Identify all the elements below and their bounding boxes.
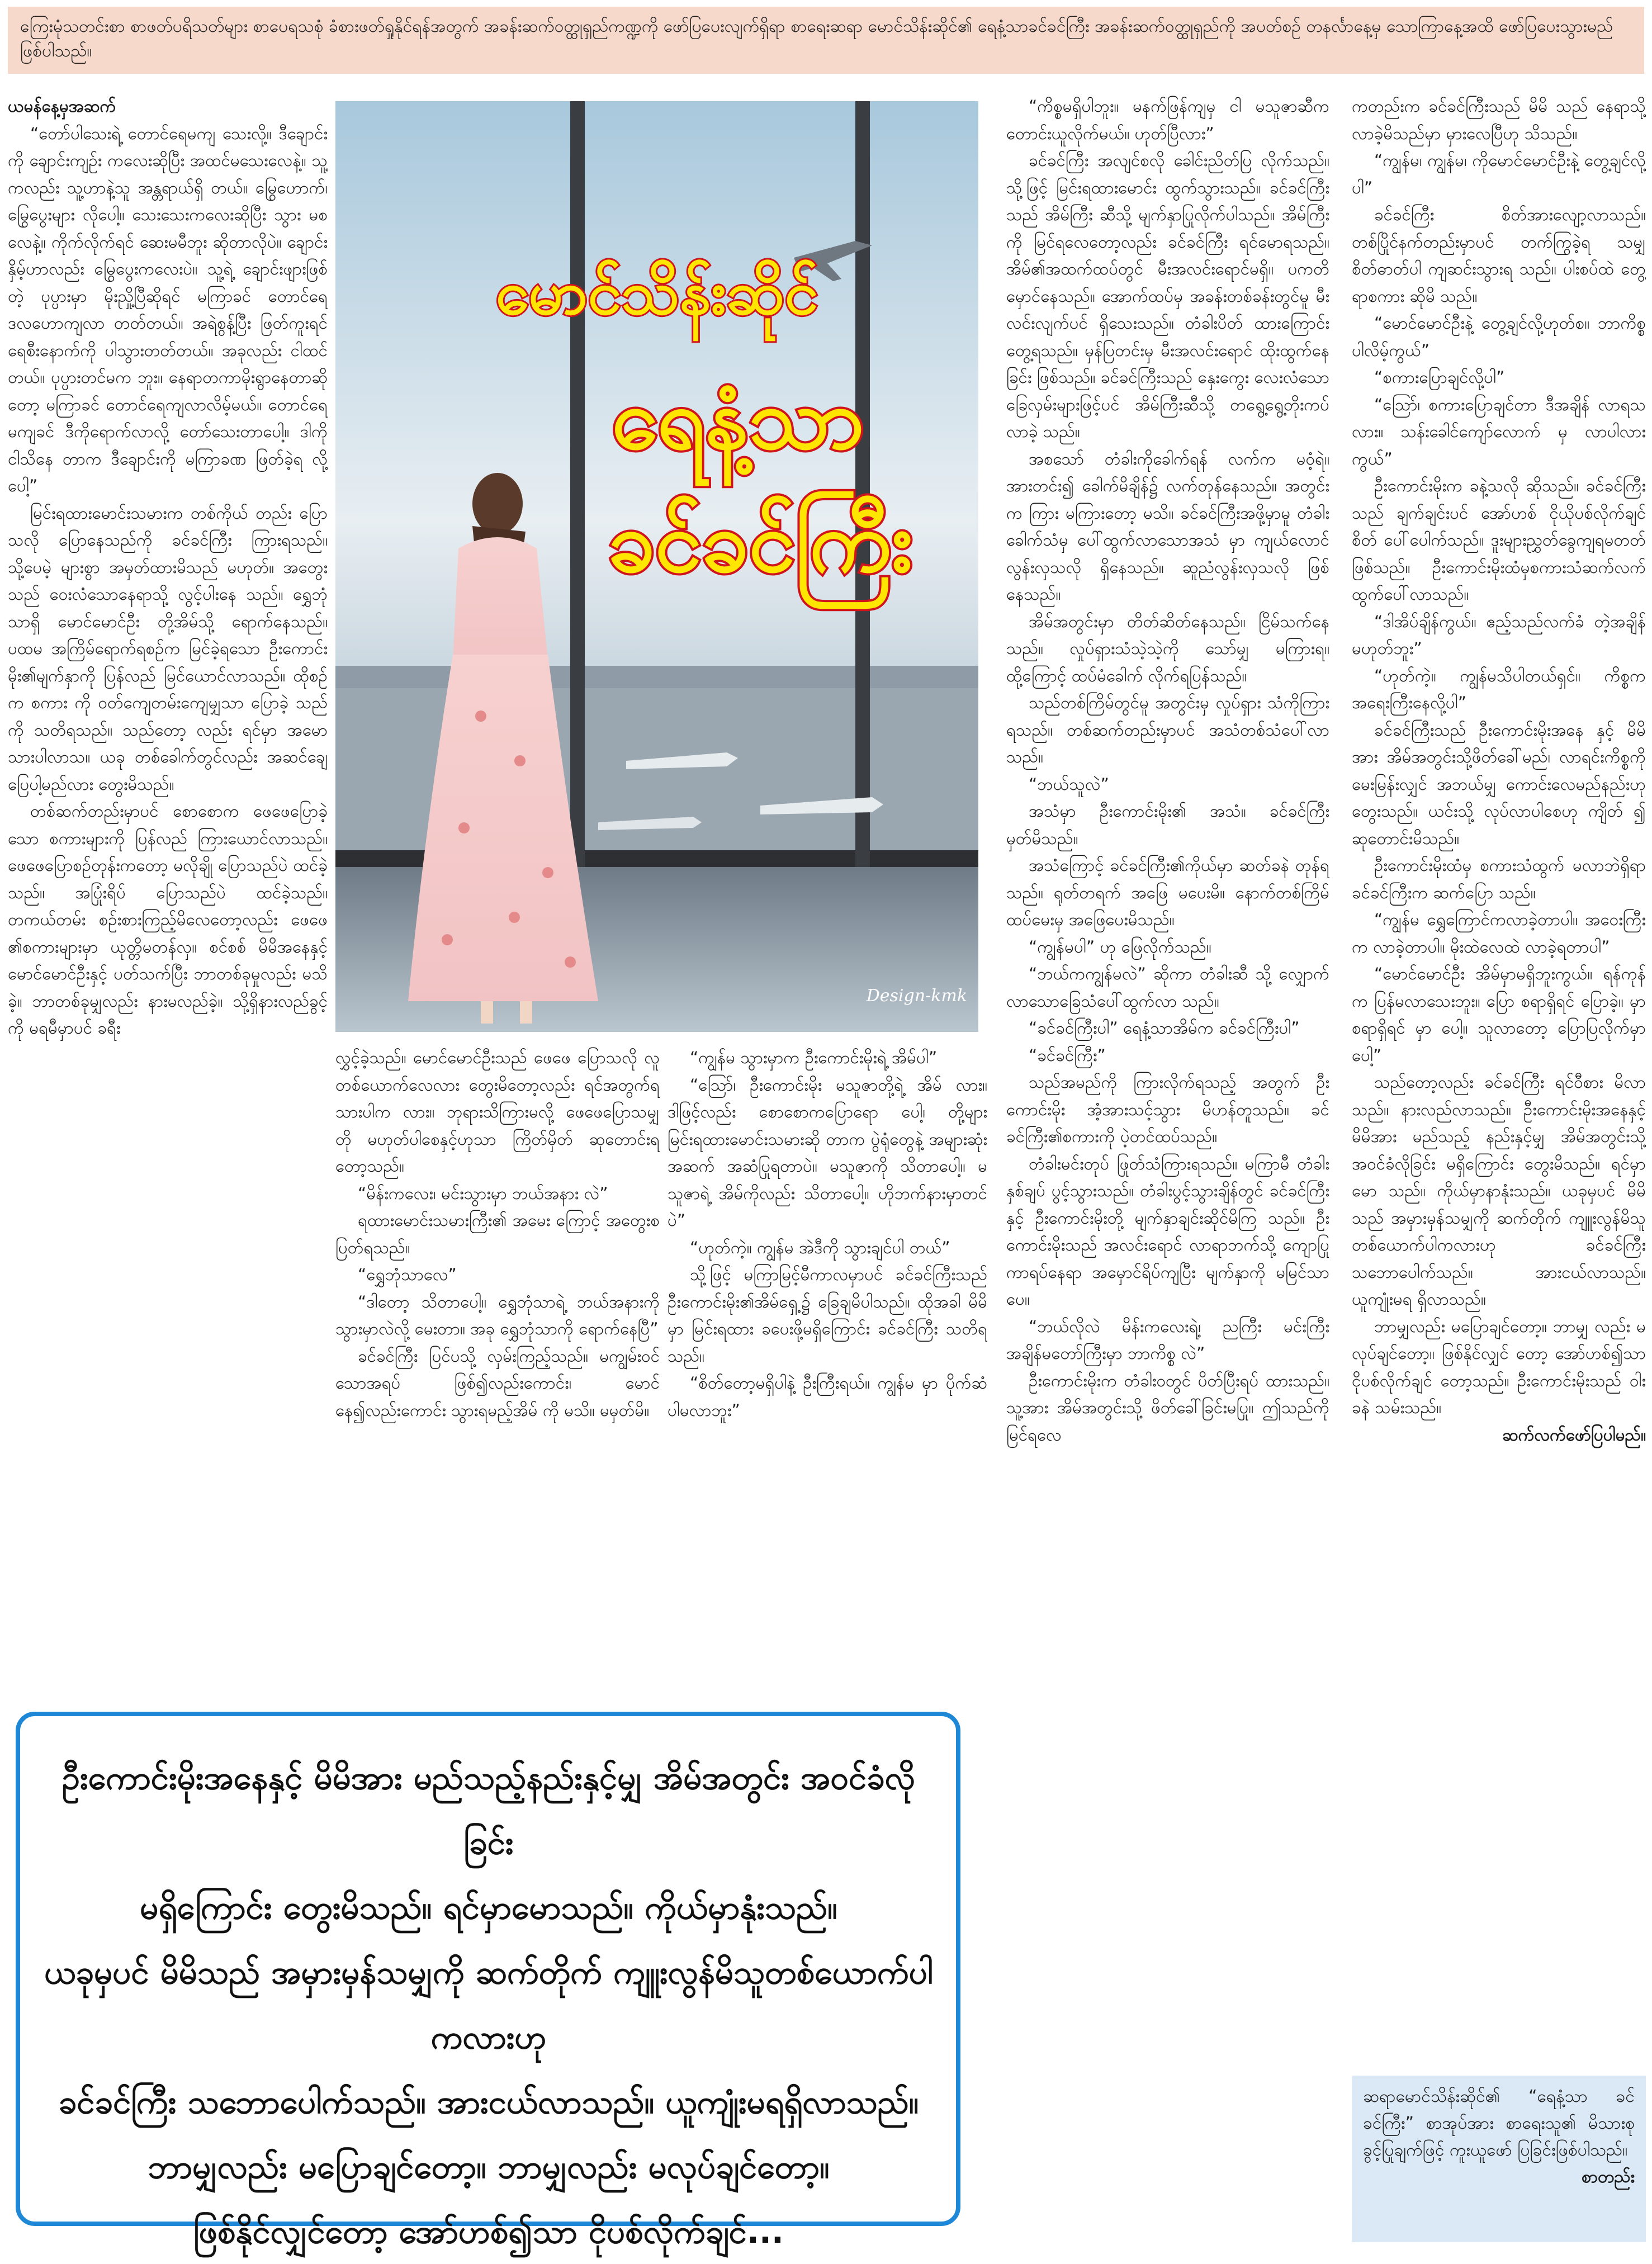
pull-quote-line: ဘာမျှလည်း မပြောချင်တော့။ ဘာမျှလည်း မလုပ်ချင်တော့။ bbox=[148, 2148, 830, 2186]
paragraph: အစသော် တံခါးကိုခေါက်ရန် လက်က မဝံ့ရဲ။ အားတင်း၍ ခေါက်မိချိန်၌ လက်တုန်နေသည်။ အတွင်းက ကြား မကြားတော့ မသိ။ ခင်ခင်ကြီးအဖို့မှာမူ တံခါးခေါက်သံမှ ပေါ်ထွက်လာသောအသံ မှာ ကျယ်လောင်လွန်းလှသလို ရှိနေသည်။ ဆူညံလွန်းလှသလို ဖြစ်နေသည်။ bbox=[1006, 449, 1329, 604]
cover-title-line1: ရေနံ့သာ bbox=[612, 371, 864, 468]
paragraph: သည်တော့လည်း ခင်ခင်ကြီး ရင်ဝီစား မိလာသည်။ နားလည်လာသည်။ ဦးကောင်းမိုးအနေနှင့် မိမိအား မည်သည့် နည်းနှင့်မျှ အိမ်အတွင်းသို့ အဝင်ခံလိုခြင်း မရှိကြောင်း တွေးမိသည်။ ရင်မှာမော သည်။ ကိုယ်မှာနာနုံးသည်။ ယခုမှပင် မိမိ သည် အမှားမှန်သမျှကို ဆက်တိုက် ကျူးလွန်မိသူတစ်ယောက်ပါကလားဟု ခင်ခင်ကြီး သဘောပေါက်သည်။ အားငယ်လာသည်။ ယူကျုံးမရ ရှိလာသည်။ bbox=[1352, 1073, 1646, 1309]
paragraph: “ကိစ္စမရှိပါဘူး။ မနက်ဖြန်ကျမှ ငါ မသူဇာဆီက တောင်းယူလိုက်မယ်။ ဟုတ်ပြီလား” bbox=[1006, 97, 1329, 143]
pull-quote-text bbox=[41, 1745, 936, 2264]
continued-heading: ယမန်နေ့မှအဆက် bbox=[8, 97, 116, 116]
paragraph: “ဩော်၊ စကားပြောချင်တာ ဒီအချိန် လာရသလား။ သန်းခေါင်ကျော်လောက် မှ လာပါလားကွယ်” bbox=[1352, 395, 1646, 468]
paragraph: တံခါးမင်းတုပ် ဖြုတ်သံကြားရသည်။ မကြာမီ တံခါးနှစ်ချပ် ပွင့်သွားသည်။ တံခါးပွင့်သွားချိန်တွင် ခင်ခင်ကြီးနှင့် ဦးကောင်းမိုးတို့ မျက်နှာချင်းဆိုင်မိကြ သည်။ ဦးကောင်းမိုးသည် အလင်းရောင် လာရာဘက်သို့ ကျောပြုကာရပ်နေရာ အမှောင်ရိပ်ကျပြီး မျက်နှာကို မမြင်သာ ပေ။ bbox=[1006, 1154, 1329, 1309]
column-4 bbox=[1006, 93, 1329, 2245]
cover-author: မောင်သိန်းဆိုင် bbox=[495, 258, 818, 328]
paragraph: “ဟုတ်ကဲ့။ ကျွန်မ အဲဒီကို သွားချင်ပါ တယ်” bbox=[690, 1238, 950, 1257]
paragraph: ဦးကောင်းမိုးထံမှ စကားသံထွက် မလာဘဲရှိရာ ခင်ခင်ကြီးက ဆက်ပြော သည်။ bbox=[1352, 856, 1646, 902]
paragraph: သည်အမည်ကို ကြားလိုက်ရသည့် အတွက် ဦးကောင်းမိုး အံ့အားသင့်သွား မိဟန်တူသည်။ ခင်ခင်ကြီး၏စကားကို ပဲ့တင်ထပ်သည်။ bbox=[1006, 1073, 1329, 1146]
paragraph: အသံမှာ ဦးကောင်းမိုး၏ အသံ။ ခင်ခင်ကြီး မှတ်မိသည်။ bbox=[1006, 802, 1329, 848]
paragraph: “ဘယ်လိုလဲ မိန်းကလေးရဲ့၊ ညကြီး မင်းကြီး အချိန်မတော်ကြီးမှာ ဘာကိစ္စ လဲ” bbox=[1006, 1316, 1329, 1363]
paragraph: ခင်ခင်ကြီး စိတ်အားလျော့လာသည်။ တစ်ပြိုင်နက်တည်းမှာပင် တက်ကြွခဲ့ရ သမျှ စိတ်ဓာတ်ပါ ကျဆင်းသွားရ သည်။ ပါးစပ်ထဲ တွေ့ရာစကား ဆိုမိ သည်။ bbox=[1352, 205, 1646, 306]
column-2 bbox=[335, 1044, 660, 1707]
paragraph: “ကျွန်မ ရွှေကြောင်ကလာခဲ့တာပါ။ အဝေးကြီးက လာခဲ့တာပါ။ မိုးထဲလေထဲ လာခဲ့ရတာပါ” bbox=[1352, 910, 1646, 956]
paragraph: သို့ဖြင့် မကြာမြင့်မီကာလမှာပင် ခင်ခင်ကြီးသည် ဦးကောင်းမိုး၏အိမ်ရှေ့၌ ခြေချမိပါသည်။ ထိုအခါ မိမိမှာ မြင်းရထား ခပေးဖို့မရှိကြောင်း ခင်ခင်ကြီး သတိရ သည်။ bbox=[668, 1265, 987, 1366]
editor-note bbox=[1352, 2076, 1646, 2242]
paragraph: ခင်ခင်ကြီးသည် ဦးကောင်းမိုးအနေ နှင့် မိမိအား အိမ်အတွင်းသို့ဖိတ်ခေါ်မည်၊ လာရင်းကိစ္စကို မေးမြန်းလျှင် အဘယ်မျှ ကောင်းလေမည်နည်းဟု တွေးသည်။ ယင်းသို့ လုပ်လာပါစေဟု ကျိတ် ၍ ဆုတောင်းမိသည်။ bbox=[1352, 720, 1646, 848]
cover-title-line2: ခင်ခင်ကြီး bbox=[608, 494, 913, 591]
pull-quote-line: ဖြစ်နိုင်လျှင်တော့ အော်ဟစ်၍သာ ငိုပစ်လိုက်ချင်... bbox=[193, 2213, 784, 2251]
paragraph: “ခင်ခင်ကြီး” bbox=[1029, 1045, 1106, 1065]
paragraph: “မောင်မောင်ဦး အိမ်မှာမရှိဘူးကွယ်။ ရန်ကုန်က ပြန်မလာသေးဘူး။ ပြော စရာရှိရင် ပြောခဲ့။ မှာစရာရှိရင် မှာ ပေါ့။ သူလာတော့ ပြောပြလိုက်မှာပေါ့” bbox=[1352, 964, 1646, 1065]
paragraph: “ဘယ်ကကျွန်မလဲ” ဆိုကာ တံခါးဆီ သို့ လျှောက်လာသောခြေသံပေါ်ထွက်လာ သည်။ bbox=[1006, 964, 1329, 1011]
pull-quote-line: ဦးကောင်းမိုးအနေနှင့် မိမိအား မည်သည့်နည်းနှင့်မျှ အိမ်အတွင်း အဝင်ခံလိုခြင်း bbox=[61, 1759, 916, 1862]
paragraph: မြင်းရထားမောင်းသမားက တစ်ကိုယ် တည်း ပြောသလို ပြောနေသည်ကို ခင်ခင်ကြီး ကြားရသည်။ သို့ပေမဲ့ များစွာ အမှတ်ထားမိသည် မဟုတ်။ အတွေး သည် ဝေးလံသောနေရာသို့ လွင့်ပါးနေ သည်။ ရွှေဘုံသာရှိ မောင်မောင်ဦး တို့အိမ်သို့ ရောက်နေသည်။ ပထမ အကြိမ်ရောက်ရစဉ်က မြင်ခဲ့ရသော ဦးကောင်းမိုး၏မျက်နှာကို ပြန်လည် မြင်ယောင်လာသည်။ ထိုစဉ်က စကား ကို ဝတ်ကျေတမ်းကျေမျှသာ ပြောခဲ့ သည်ကို သတိရသည်။ သည်တော့ လည်း ရင်မှာ အမောသားပါလာသ။ ယခု တစ်ခေါက်တွင်လည်း အဆင်ချေ ပြေပါ့မည်လား တွေးမိသည်။ bbox=[8, 503, 328, 794]
paragraph: “စိတ်တော့မရှိပါနဲ့ ဦးကြီးရယ်။ ကျွန်မ မှာ ပိုက်ဆံပါမလာဘူး” bbox=[668, 1373, 987, 1420]
paragraph: ဦးကောင်းမိုးက ခနဲ့သလို ဆိုသည်။ ခင်ခင်ကြီးသည် ချက်ချင်းပင် အော်ဟစ် ငိုယိုပစ်လိုက်ချင်စိတ် ပေါ်ပေါက်သည်။ ဒူးများညွှတ်ခွေကျရမတတ်ဖြစ်သည်။ ဦးကောင်းမိုးထံမှစကားသံဆက်လက် ထွက်ပေါ်လာသည်။ bbox=[1352, 476, 1646, 604]
to-be-continued: ဆက်လက်ဖော်ပြပါမည်။ bbox=[1502, 1425, 1646, 1444]
paragraph: အိမ်အတွင်းမှာ တိတ်ဆိတ်နေသည်။ ငြိမ်သက်နေသည်။ လှုပ်ရှားသံသဲ့သဲ့ကို သော်မျှ မကြားရ။ ထို့ကြောင့် ထပ်မံခေါက် လိုက်ရပြန်သည်။ bbox=[1006, 612, 1329, 685]
paragraph: “မိန်းကလေး၊ မင်းသွားမှာ ဘယ်အနား လဲ” bbox=[358, 1183, 608, 1203]
cover-credit: Design-kmk bbox=[866, 986, 967, 1006]
paragraph: “ဘယ်သူလဲ” bbox=[1029, 774, 1109, 794]
paragraph: သည်တစ်ကြိမ်တွင်မူ အတွင်းမှ လှုပ်ရှား သံကိုကြားရသည်။ တစ်ဆက်တည်းမှာပင် အသံတစ်သံပေါ်လာသည်။ bbox=[1006, 693, 1329, 766]
paragraph: အသံကြောင့် ခင်ခင်ကြီး၏ကိုယ်မှာ ဆတ်ခနဲ တုန်ရသည်။ ရုတ်တရက် အဖြေ မပေးမိ။ နောက်တစ်ကြိမ် ထပ်မေးမှ အဖြေပေးမိသည်။ bbox=[1006, 856, 1329, 929]
pull-quote-line: ယခုမှပင် မိမိသည် အမှားမှန်သမျှကို ဆက်တိုက် ကျူးလွန်မိသူတစ်ယောက်ပါကလားဟု bbox=[44, 1953, 933, 2056]
paragraph: ကတည်းက ခင်ခင်ကြီးသည် မိမိ သည် နေရာသို့လာခဲ့မိသည်မှာ မှားလေပြီဟု သိသည်။ bbox=[1352, 97, 1646, 143]
paragraph: “ဟုတ်ကဲ့။ ကျွန်မသိပါတယ်ရှင်။ ကိစ္စက အရေးကြီးနေလို့ပါ” bbox=[1352, 666, 1646, 712]
paragraph: “တော်ပါသေးရဲ့ တောင်ရေမကျ သေးလို့။ ဒီချောင်းကို ချောင်းကျဉ်း ကလေးဆိုပြီး အထင်မသေးလေနဲ့။ သူ့ကလည်း သူ့ဟာနဲ့သူ အန္တရာယ်ရှိ တယ်။ မြွေဟောက်၊ မြွေပွေးများ လိုပေါ့။ သေးသေးကလေးဆိုပြီး သွား မစလေနဲ့။ ကိုက်လိုက်ရင် ဆေးမမီဘူး ဆိုတာလိုပဲ။ ချောင်းနှိမ့်ဟာလည်း မြွေပွေးကလေးပဲ။ သူ့ရဲ့ ချောင်းဖျားဖြစ်တဲ့ ပုပ္ပားမှာ မိုးညှို့ပြီဆိုရင် မကြာခင် တောင်ရေ ဒလဟောကျလာ တတ်တယ်။ အရဲစွန့်ပြီး ဖြတ်ကူးရင် ရေစီးနောက်ကို ပါသွားတတ်တယ်။ အခုလည်း ငါထင်တယ်။ ပုပ္ပားတင်မက ဘူး။ နေရာတကာမိုးရွာနေတာဆိုတော့ မကြာခင် တောင်ရေကျလာလိမ့်မယ်။ တောင်ရေမကျခင် ဒီကိုရောက်လာလို့ တော်သေးတာပေါ့။ ဒါကို ငါသိနေ တာက ဒီချောင်းကို မကြာခဏ ဖြတ်ခဲ့ရ လို့ပေါ့” bbox=[8, 124, 328, 495]
book-cover-image bbox=[335, 101, 978, 1032]
column-1 bbox=[8, 93, 328, 1717]
paragraph: “ဩော်၊ ဦးကောင်းမိုး မသူဇာတို့ရဲ့ အိမ် လား။ ဒါဖြင့်လည်း စောစောကပြောရော ပေါ့၊ တို့များ မြင်းရထားမောင်းသမားဆို တာက ပွဲရုံတွေနဲ့ အများဆုံးအဆက် အဆံပြုရတာပဲ။ မသူဇာကို သိတာပေါ့။ မသူဇာရဲ့ အိမ်ကိုလည်း သိတာပေါ့။ ဟိုဘက်နားမှာတင်ပဲ” bbox=[668, 1075, 987, 1230]
paragraph: တစ်ဆက်တည်းမှာပင် စောစောက ဖေဖေပြောခဲ့သော စကားများကို ပြန်လည် ကြားယောင်လာသည်။ ဖေဖေပြောစဉ်တုန်းကတော့ မလိုချို ပြောသည်ပဲ ထင်ခဲ့သည်။ အပြုံးရိပ် ပြောသည်ပဲ ထင်ခဲ့သည်။ တကယ်တမ်း စဉ်းစားကြည့်မိလေတော့လည်း ဖေဖေ ၏စကားများမှာ ယုတ္တိမတန်လှ။ စင်စစ် မိမိအနေနှင့် မောင်မောင်ဦးနှင့် ပတ်သက်ပြီး ဘာတစ်ခုမှုလည်း မသိ ခဲ့။ ဘာတစ်ခုမျှလည်း နားမလည်ခဲ့။ သို့ရှိနားလည်ခွင့်ကို မရမီမှာပင် ခရီး bbox=[8, 802, 328, 1038]
paragraph: “ဒါအိပ်ချိန်ကွယ်။ ဧည့်သည်လက်ခံ တဲ့အချိန် မဟုတ်ဘူး” bbox=[1352, 612, 1646, 658]
paragraph: “ကျွန်မ သွားမှာက ဦးကောင်းမိုးရဲ့ အိမ်ပါ” bbox=[690, 1048, 938, 1067]
paragraph: ရထားမောင်းသမားကြီး၏ အမေး ကြောင့် အတွေးစ ပြတ်ရသည်။ bbox=[335, 1211, 660, 1257]
pull-quote bbox=[16, 1712, 983, 2249]
paragraph: ခင်ခင်ကြီး အလျင်စလို ခေါင်းညိတ်ပြ လိုက်သည်။ သို့ဖြင့် မြင်းရထားမောင်း ထွက်သွားသည်။ ခင်ခင်ကြီးသည် အိမ်ကြီး ဆီသို့ မျက်နှာပြုလိုက်ပါသည်။ အိမ်ကြီး ကို မြင်ရလေတော့လည်း ခင်ခင်ကြီး ရင်မောရသည်။ အိမ်၏အထက်ထပ်တွင် မီးအလင်းရောင်မရှိ။ ပကတိမှောင်နေသည်။ အောက်ထပ်မှ အခန်းတစ်ခန်းတွင်မူ မီးလင်းလျက်ပင် ရှိသေးသည်။ တံခါးပိတ် ထားကြောင်း တွေ့ရသည်။ မှန်ပြတင်းမှ မီးအလင်းရောင် ထိုးထွက်နေခြင်း ဖြစ်သည်။ ခင်ခင်ကြီးသည် နှေးကွေး လေးလံသော ခြေလှမ်းများဖြင့်ပင် အိမ်ကြီးဆီသို့ တရွေ့ရွေ့တိုးကပ်လာခဲ့ သည်။ bbox=[1006, 151, 1329, 441]
column-5 bbox=[1352, 93, 1646, 2066]
paragraph: ခင်ခင်ကြီး ပြင်ပသို့ လှမ်းကြည့်သည်။ မကျွမ်းဝင်သောအရပ် ဖြစ်၍လည်းကောင်း၊ မောင်နေ၍လည်းကောင်း သွားရမည့်အိမ် ကို မသိ။ မမှတ်မိ။ bbox=[335, 1346, 660, 1420]
editor-signature: စာတည်း bbox=[1581, 2167, 1635, 2187]
intro-banner bbox=[8, 7, 1644, 74]
paragraph: ဦးကောင်းမိုးက တံခါးဝတွင် ပိတ်ပြီးရပ် ထားသည်။ သူ့အား အိမ်အတွင်းသို့ ဖိတ်ခေါ်ခြင်းမပြု။ ဤသည်ကိုမြင်ရလေ bbox=[1006, 1371, 1329, 1444]
paragraph: “မောင်မောင်ဦးနဲ့ တွေ့ချင်လို့ဟုတ်စ။ ဘာကိစ္စပါလိမ့်ကွယ်” bbox=[1352, 314, 1646, 360]
pull-quote-line: မရှိကြောင်း တွေးမိသည်။ ရင်မှာမောသည်။ ကိုယ်မှာနုံးသည်။ bbox=[140, 1888, 837, 1926]
paragraph: ဘာမျှလည်း မပြောချင်တော့။ ဘာမျှ လည်း မလုပ်ချင်တော့။ ဖြစ်နိုင်လျှင် တော့ အော်ဟစ်၍သာ ငိုပစ်လိုက်ချင် တော့သည်။ ဦးကောင်းမိုးသည် ဝါးခနဲ သမ်းသည်။ bbox=[1352, 1316, 1646, 1417]
paragraph: “ဒါတော့ သိတာပေါ့။ ရွှေဘုံသာရဲ့ ဘယ်အနားကို သွားမှာလဲလို့ မေးတာ။ အခု ရွှေဘုံသာကို ရောက်နေပြီ” bbox=[335, 1292, 660, 1338]
column-3 bbox=[668, 1044, 987, 1707]
intro-banner-text: ကြေးမုံသတင်းစာ စာဖတ်ပရိသတ်များ စာပေရသစုံ ခံစားဖတ်ရှုနိုင်ရန်အတွက် အခန်းဆက်ဝတ္ထုရှည်ကဏ္ဍကို ဖော်ပြပေးလျက်ရှိရာ စာရေးဆရာ မောင်သိန်းဆိုင်၏ ရေနံ့သာခင်ခင်ကြီး အခန်းဆက်ဝတ္ထုရှည်ကို အပတ်စဉ် တနင်္လာနေ့မှ သောကြာနေ့အထိ ဖော်ပြပေးသွားမည် ဖြစ်ပါသည်။ bbox=[20, 17, 1613, 61]
editor-note-text: ဆရာမောင်သိန်းဆိုင်၏ “ရေနံ့သာ ခင်ခင်ကြီး” စာအုပ်အား စာရေးသူ၏ မိသားစု ခွင့်ပြုချက်ဖြင့် ကူးယူဖော် ပြခြင်းဖြစ်ပါသည်။ bbox=[1363, 2087, 1635, 2160]
paragraph: “စကားပြောချင်လို့ပါ” bbox=[1374, 368, 1505, 387]
paragraph: “ခင်ခင်ကြီးပါ” ရေနံ့သာအိမ်က ခင်ခင်ကြီးပါ” bbox=[1029, 1019, 1300, 1038]
pull-quote-line: ခင်ခင်ကြီး သဘောပေါက်သည်။ အားငယ်လာသည်။ ယူကျုံးမရရှိလာသည်။ bbox=[58, 2083, 919, 2121]
paragraph: လွှင့်ခဲ့သည်။ မောင်မောင်ဦးသည် ဖေဖေ ပြောသလို လူတစ်ယောက်လေလား တွေးမိတော့လည်း ရင်အတွက်ရသားပါက လား။ ဘုရားသိကြားမလို့ ဖေဖေပြောသမျှ တို မဟုတ်ပါစေနှင့်ဟုသာ ကြိတ်မှိတ် ဆုတောင်းရတော့သည်။ bbox=[335, 1048, 660, 1176]
paragraph: “ရွှေဘုံသာလေ” bbox=[358, 1265, 457, 1284]
paragraph: “ကျွန်မပါ” ဟု ဖြေလိုက်သည်။ bbox=[1029, 937, 1211, 956]
paragraph: “ကျွန်မ၊ ကျွန်မ၊ ကိုမောင်မောင်ဦးနဲ့ တွေ့ချင်လို့ပါ” bbox=[1352, 151, 1646, 197]
